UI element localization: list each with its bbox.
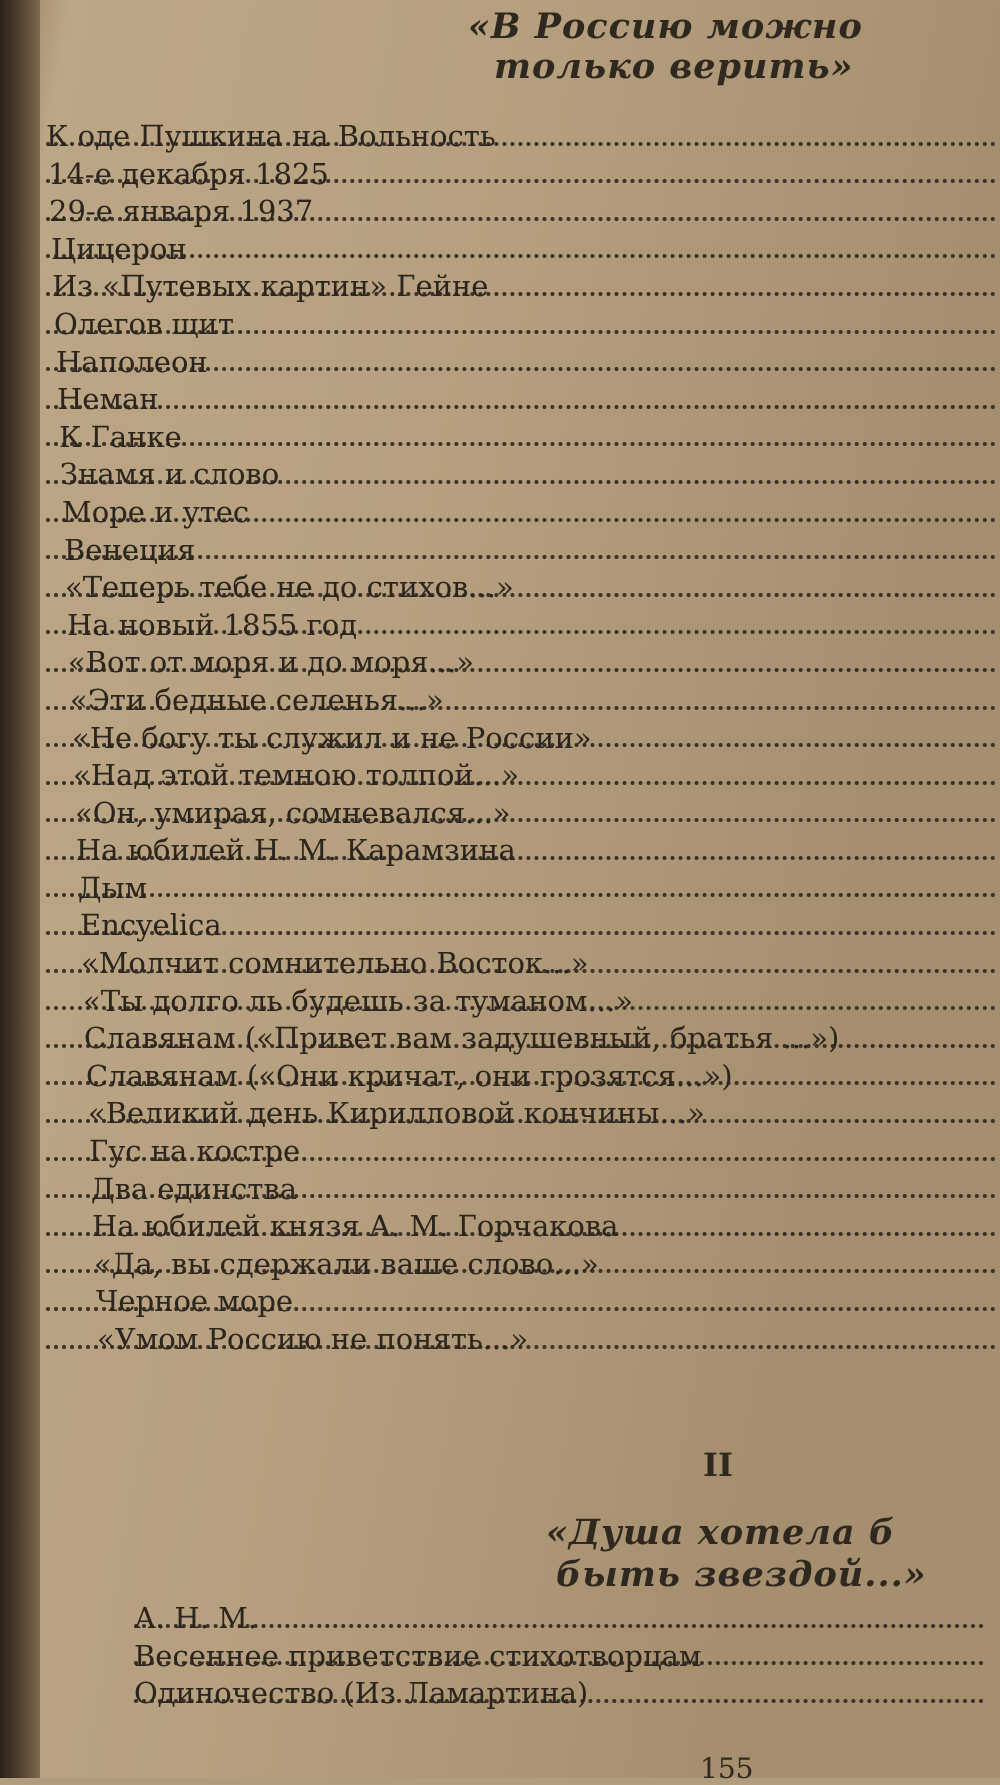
section1-contents-list <box>46 118 996 1359</box>
toc-entry-title: 14-е декабря 1825 <box>48 156 329 191</box>
toc-entry <box>46 456 996 494</box>
toc-entry-title: Море и утес <box>62 494 250 529</box>
toc-entry <box>46 757 996 795</box>
toc-entry <box>46 532 996 570</box>
toc-entry-title: К оде Пушкина на Вольность <box>46 119 496 153</box>
toc-entry-title: Дым <box>78 870 148 905</box>
toc-entry-title: Славянам («Они кричат, они грозятся...») <box>86 1058 733 1093</box>
toc-entry <box>46 1020 996 1058</box>
toc-entry <box>46 1095 996 1133</box>
toc-entry-title: На юбилей Н. М. Карамзина <box>76 833 516 868</box>
toc-entry-title: Славянам («Привет вам задушевный, братья ...») <box>84 1021 840 1056</box>
toc-entry-title: Гус на костре <box>89 1134 301 1169</box>
section1-heading-line1: «В Россию можно <box>468 6 863 47</box>
page-number: 155 <box>700 1752 754 1785</box>
toc-entry-title: «Умом Россию не понять...» <box>97 1322 529 1356</box>
toc-entry <box>46 907 996 945</box>
toc-entry-title: «Молчит сомнительно Восток...» <box>81 946 589 981</box>
toc-entry <box>46 156 996 194</box>
toc-entry <box>46 494 996 532</box>
toc-entry-title: Венеция <box>64 532 196 567</box>
toc-entry <box>46 268 996 306</box>
toc-entry-title: Неман <box>57 382 159 417</box>
toc-entry-title: На новый 1855 год <box>67 607 358 642</box>
toc-entry <box>46 306 996 344</box>
toc-entry-title: «Вот от моря и до моря...» <box>68 645 474 680</box>
toc-entry-title: Два единства <box>91 1171 297 1206</box>
toc-entry-title: «Великий день Кирилловой кончины...» <box>88 1096 705 1131</box>
section2-numeral: II <box>703 1446 733 1484</box>
toc-entry-title: «Теперь тебе не до стихов...» <box>65 570 514 605</box>
toc-entry <box>46 1133 996 1171</box>
toc-entry-title: На юбилей князя А. М. Горчакова <box>92 1209 619 1244</box>
toc-entry <box>46 1058 996 1096</box>
toc-entry <box>46 193 996 231</box>
toc-entry <box>46 118 996 156</box>
toc-entry <box>46 607 996 645</box>
toc-entry-title: «Да, вы сдержали ваше слово...» <box>94 1246 599 1281</box>
toc2-entry <box>134 1675 984 1713</box>
toc-entry <box>46 1283 996 1321</box>
toc-entry-title: Черное море <box>96 1284 294 1319</box>
toc-entry <box>46 1208 996 1246</box>
toc2-entry <box>134 1638 984 1676</box>
toc2-entry <box>134 1600 984 1638</box>
toc-entry <box>46 870 996 908</box>
toc-entry <box>46 1171 996 1209</box>
toc-entry <box>46 832 996 870</box>
section2-heading-line2: быть звездой...» <box>556 1554 927 1595</box>
toc-entry-title: «Он, умирая, сомневался...» <box>75 795 511 830</box>
toc-entry-title: Encyelica <box>80 908 222 943</box>
toc-entry-title: «Ты долго ль будешь за туманом...» <box>83 983 633 1018</box>
toc2-entry-title: Весеннее приветствие стихотворцам <box>134 1638 702 1673</box>
toc-entry-title: Олегов щит <box>54 306 234 341</box>
toc-entry <box>46 682 996 720</box>
section2-heading-line1: «Душа хотела б <box>546 1512 896 1553</box>
toc2-entry-title: А. Н. М. <box>134 1601 258 1635</box>
toc-entry-title: К Ганке <box>59 419 182 454</box>
toc-entry-title: «Не богу ты служил и не России» <box>72 720 592 755</box>
toc-entry-title: «Эти бедные селенья...» <box>70 682 444 717</box>
dot-leader <box>46 405 996 409</box>
toc-entry <box>46 1321 996 1359</box>
toc-entry <box>46 569 996 607</box>
toc-entry-title: Цицерон <box>51 231 187 266</box>
toc-entry <box>46 795 996 833</box>
toc-entry <box>46 344 996 382</box>
toc-entry <box>46 945 996 983</box>
toc-entry-title: Наполеон <box>56 344 208 379</box>
toc-entry-title: Знамя и слово <box>60 457 280 492</box>
section1-heading-line2: только верить» <box>494 46 854 87</box>
book-spine-shadow <box>0 0 40 1778</box>
toc-entry <box>46 1246 996 1284</box>
toc-entry <box>46 231 996 269</box>
dot-leader <box>46 893 996 897</box>
toc-entry <box>46 419 996 457</box>
section2-contents-list <box>134 1600 984 1713</box>
toc-entry-title: «Над этой темною толпой...» <box>73 758 520 793</box>
toc-entry-title: Из «Путевых картин» Гейне <box>52 269 489 304</box>
toc-entry <box>46 983 996 1021</box>
toc-entry <box>46 381 996 419</box>
toc-entry <box>46 644 996 682</box>
toc-entry <box>46 720 996 758</box>
toc-entry-title: 29-е января 1937 <box>49 194 314 229</box>
toc2-entry-title: Одиночество (Из Ламартина) <box>134 1676 589 1711</box>
